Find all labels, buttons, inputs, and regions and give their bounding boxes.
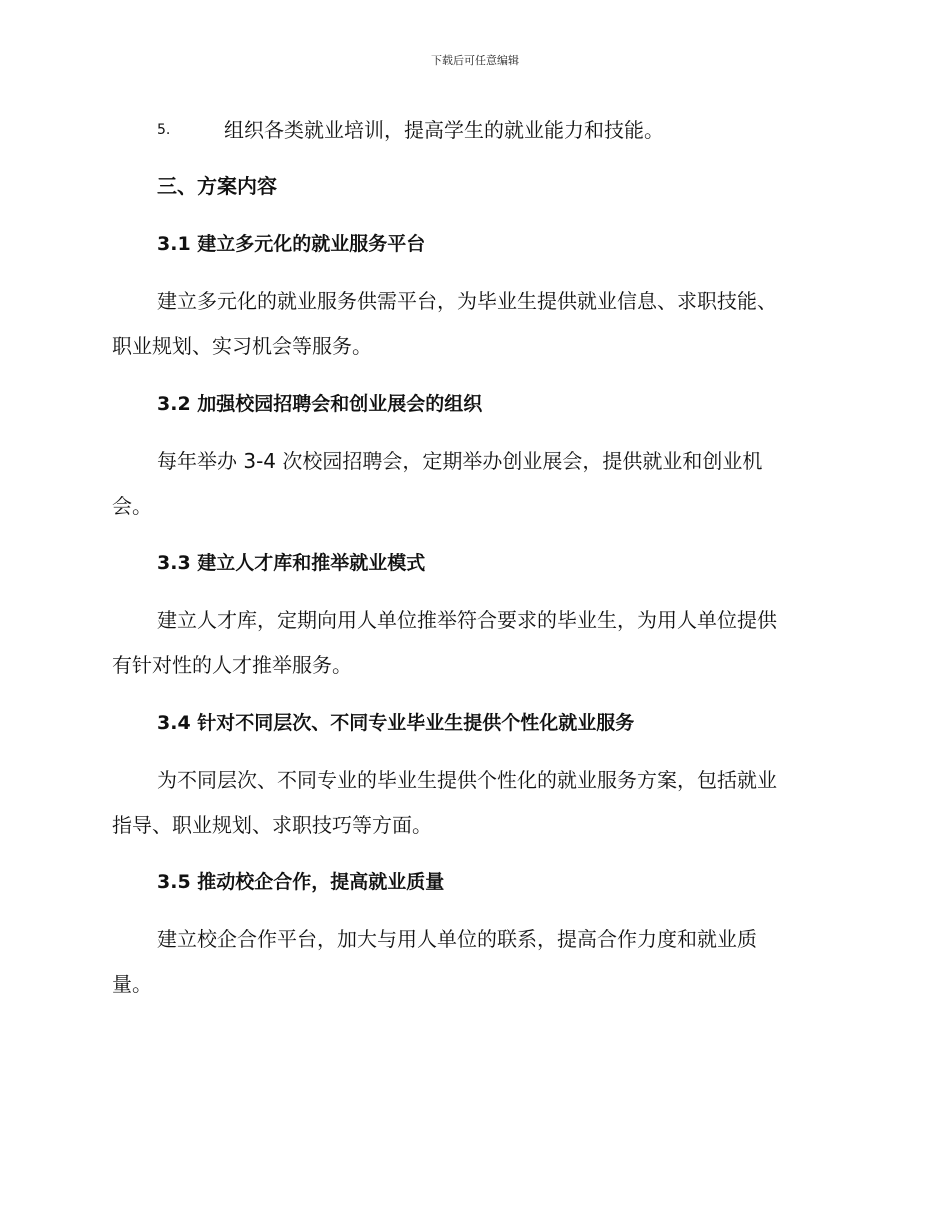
subsection-heading-3-2: 3.2 加强校园招聘会和创业展会的组织 — [157, 393, 483, 415]
paragraph-line: 量。 — [112, 972, 152, 996]
subsection-paragraph-3-1 — [112, 279, 832, 369]
paragraph-line: 有针对性的人才推举服务。 — [112, 653, 352, 677]
paragraph-line: 指导、职业规划、求职技巧等方面。 — [112, 813, 432, 837]
subsection-paragraph-3-3 — [112, 598, 832, 688]
subsection-heading-3-4: 3.4 针对不同层次、不同专业毕业生提供个性化就业服务 — [157, 712, 635, 734]
section-title: 三、方案内容 — [157, 174, 277, 198]
paragraph-line: 每年举办 3-4 次校园招聘会，定期举办创业展会，提供就业和创业机 — [157, 449, 763, 473]
list-item-number: 5. — [157, 122, 171, 138]
paragraph-line: 建立多元化的就业服务供需平台，为毕业生提供就业信息、求职技能、 — [157, 289, 777, 313]
subsection-heading-3-5: 3.5 推动校企合作，提高就业质量 — [157, 871, 445, 893]
paragraph-line: 建立校企合作平台，加大与用人单位的联系，提高合作力度和就业质 — [157, 927, 757, 951]
list-item — [157, 114, 857, 146]
subsection-paragraph-3-5 — [112, 917, 832, 1007]
paragraph-line: 建立人才库，定期向用人单位推举符合要求的毕业生，为用人单位提供 — [157, 608, 777, 632]
paragraph-line: 会。 — [112, 494, 152, 518]
paragraph-line: 为不同层次、不同专业的毕业生提供个性化的就业服务方案，包括就业 — [157, 768, 777, 792]
page-header: 下载后可任意编辑 — [431, 54, 519, 67]
list-item-text: 组织各类就业培训，提高学生的就业能力和技能。 — [224, 118, 664, 142]
subsection-paragraph-3-4 — [112, 758, 832, 848]
subsection-paragraph-3-2 — [112, 439, 832, 529]
paragraph-line: 职业规划、实习机会等服务。 — [112, 334, 372, 358]
subsection-heading-3-3: 3.3 建立人才库和推举就业模式 — [157, 552, 426, 574]
subsection-heading-3-1: 3.1 建立多元化的就业服务平台 — [157, 233, 426, 255]
